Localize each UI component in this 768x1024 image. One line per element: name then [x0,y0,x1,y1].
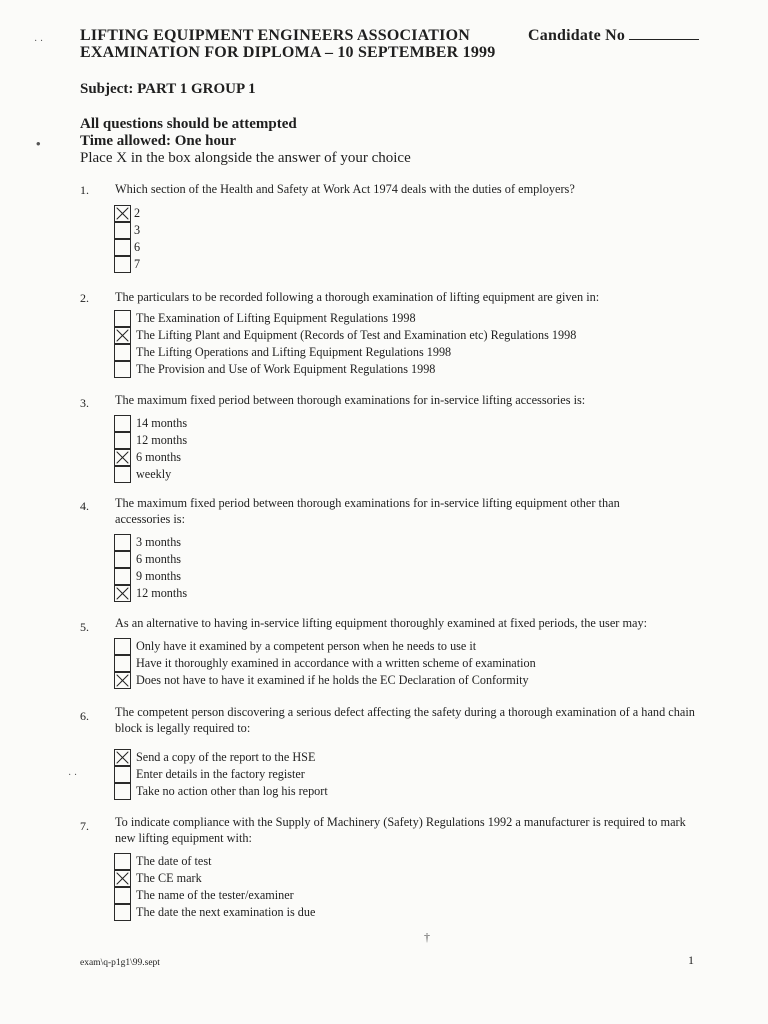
question-number: 2. [80,291,89,305]
answer-label: Does not have to have it examined if he holds the EC Declaration of Conformity [136,673,529,687]
answer-label: 3 months [136,535,182,549]
x-mark-icon [115,328,130,343]
answer-checkbox[interactable] [114,534,131,551]
x-mark-icon [115,586,130,601]
answer-checkbox[interactable] [114,870,131,887]
answer-label: 2 [134,206,141,220]
answer-label: 6 months [136,450,182,464]
answer-checkbox[interactable] [114,239,131,256]
question-text: The maximum fixed period between thorough examinations for in-service lifting equipment other than accessories is: [115,496,620,526]
question-number: 1. [80,183,89,197]
x-mark-icon [115,673,130,688]
answer-checkbox[interactable] [114,344,131,361]
instruction-time-allowed: Time allowed: One hour [80,133,236,149]
page-number: 1 [688,953,694,967]
answer-checkbox[interactable] [114,222,131,239]
instruction-attempt-all: All questions should be attempted [80,116,297,132]
x-mark-icon [115,450,130,465]
answer-label: The Lifting Plant and Equipment (Records of Test and Examination etc) Regulations 1998 [136,328,577,342]
answer-checkbox[interactable] [114,551,131,568]
answer-checkbox[interactable] [114,415,131,432]
answer-checkbox[interactable] [114,766,131,783]
answer-checkbox[interactable] [114,432,131,449]
x-mark-icon [115,206,130,221]
answer-label: 6 months [136,552,182,566]
scan-speck: • [36,136,41,151]
question-number: 3. [80,396,89,410]
answer-checkbox[interactable] [114,749,131,766]
answer-checkbox[interactable] [114,205,131,222]
x-mark-icon [115,871,130,886]
scan-speck: · · [68,770,78,781]
answer-label: 12 months [136,586,188,600]
subject-heading: Subject: PART 1 GROUP 1 [80,81,256,97]
answer-checkbox[interactable] [114,327,131,344]
question-number: 4. [80,499,89,513]
question-text: As an alternative to having in-service lifting equipment thoroughly examined at fixed periods, the user may: [115,616,648,630]
answer-label: Enter details in the factory register [136,767,305,781]
answer-label: 6 [134,240,141,254]
question-text: To indicate compliance with the Supply of Machinery (Safety) Regulations 1992 a manufacturer is required to mark new lifting equipment with: [115,815,686,845]
answer-checkbox[interactable] [114,638,131,655]
answer-label: 9 months [136,569,182,583]
answer-checkbox[interactable] [114,585,131,602]
exam-title: EXAMINATION FOR DIPLOMA – 10 SEPTEMBER 1999 [80,44,496,61]
answer-label: The CE mark [136,871,202,885]
answer-label: The date of test [136,854,212,868]
question-text: Which section of the Health and Safety at Work Act 1974 deals with the duties of employers? [115,182,575,196]
answer-checkbox[interactable] [114,887,131,904]
scan-speck: · · [34,36,44,47]
candidate-number-field [528,27,699,45]
answer-checkbox[interactable] [114,655,131,672]
answer-checkbox[interactable] [114,568,131,585]
answer-label: The Lifting Operations and Lifting Equipment Regulations 1998 [136,345,452,359]
instruction-mark-box: Place X in the box alongside the answer of your choice [80,150,411,166]
answer-label: 12 months [136,433,188,447]
answer-label: 7 [134,257,141,271]
question-text: The particulars to be recorded following a thorough examination of lifting equipment are given in: [115,290,600,304]
answer-label: 3 [134,223,141,237]
answer-label: weekly [136,467,172,481]
question-text: The competent person discovering a serious defect affecting the safety during a thorough examination of a hand chain block is legally required to: [115,705,695,735]
question-number: 5. [80,620,89,634]
answer-label: The Examination of Lifting Equipment Regulations 1998 [136,311,416,325]
answer-checkbox[interactable] [114,904,131,921]
question-number: 7. [80,819,89,833]
answer-checkbox[interactable] [114,853,131,870]
question-text: The maximum fixed period between thorough examinations for in-service lifting accessories is: [115,393,586,407]
answer-label: The name of the tester/examiner [136,888,294,902]
candidate-number-label: Candidate No [528,27,626,44]
association-title: LIFTING EQUIPMENT ENGINEERS ASSOCIATION [80,27,470,44]
answer-label: Take no action other than log his report [136,784,328,798]
answer-checkbox[interactable] [114,449,131,466]
x-mark-icon [115,750,130,765]
answer-checkbox[interactable] [114,466,131,483]
answer-checkbox[interactable] [114,672,131,689]
answer-label: 14 months [136,416,188,430]
question-number: 6. [80,709,89,723]
answer-label: Send a copy of the report to the HSE [136,750,316,764]
answer-checkbox[interactable] [114,783,131,800]
answer-checkbox[interactable] [114,310,131,327]
answer-label: Have it thoroughly examined in accordance with a written scheme of examination [136,656,536,670]
scan-speck: † [424,930,430,944]
answer-label: The Provision and Use of Work Equipment Regulations 1998 [136,362,436,376]
answer-checkbox[interactable] [114,361,131,378]
answer-label: Only have it examined by a competent person when he needs to use it [136,639,477,653]
answer-checkbox[interactable] [114,256,131,273]
candidate-number-line [629,27,699,40]
file-reference: exam\q-p1g1\99.sept [80,958,160,968]
answer-label: The date the next examination is due [136,905,316,919]
